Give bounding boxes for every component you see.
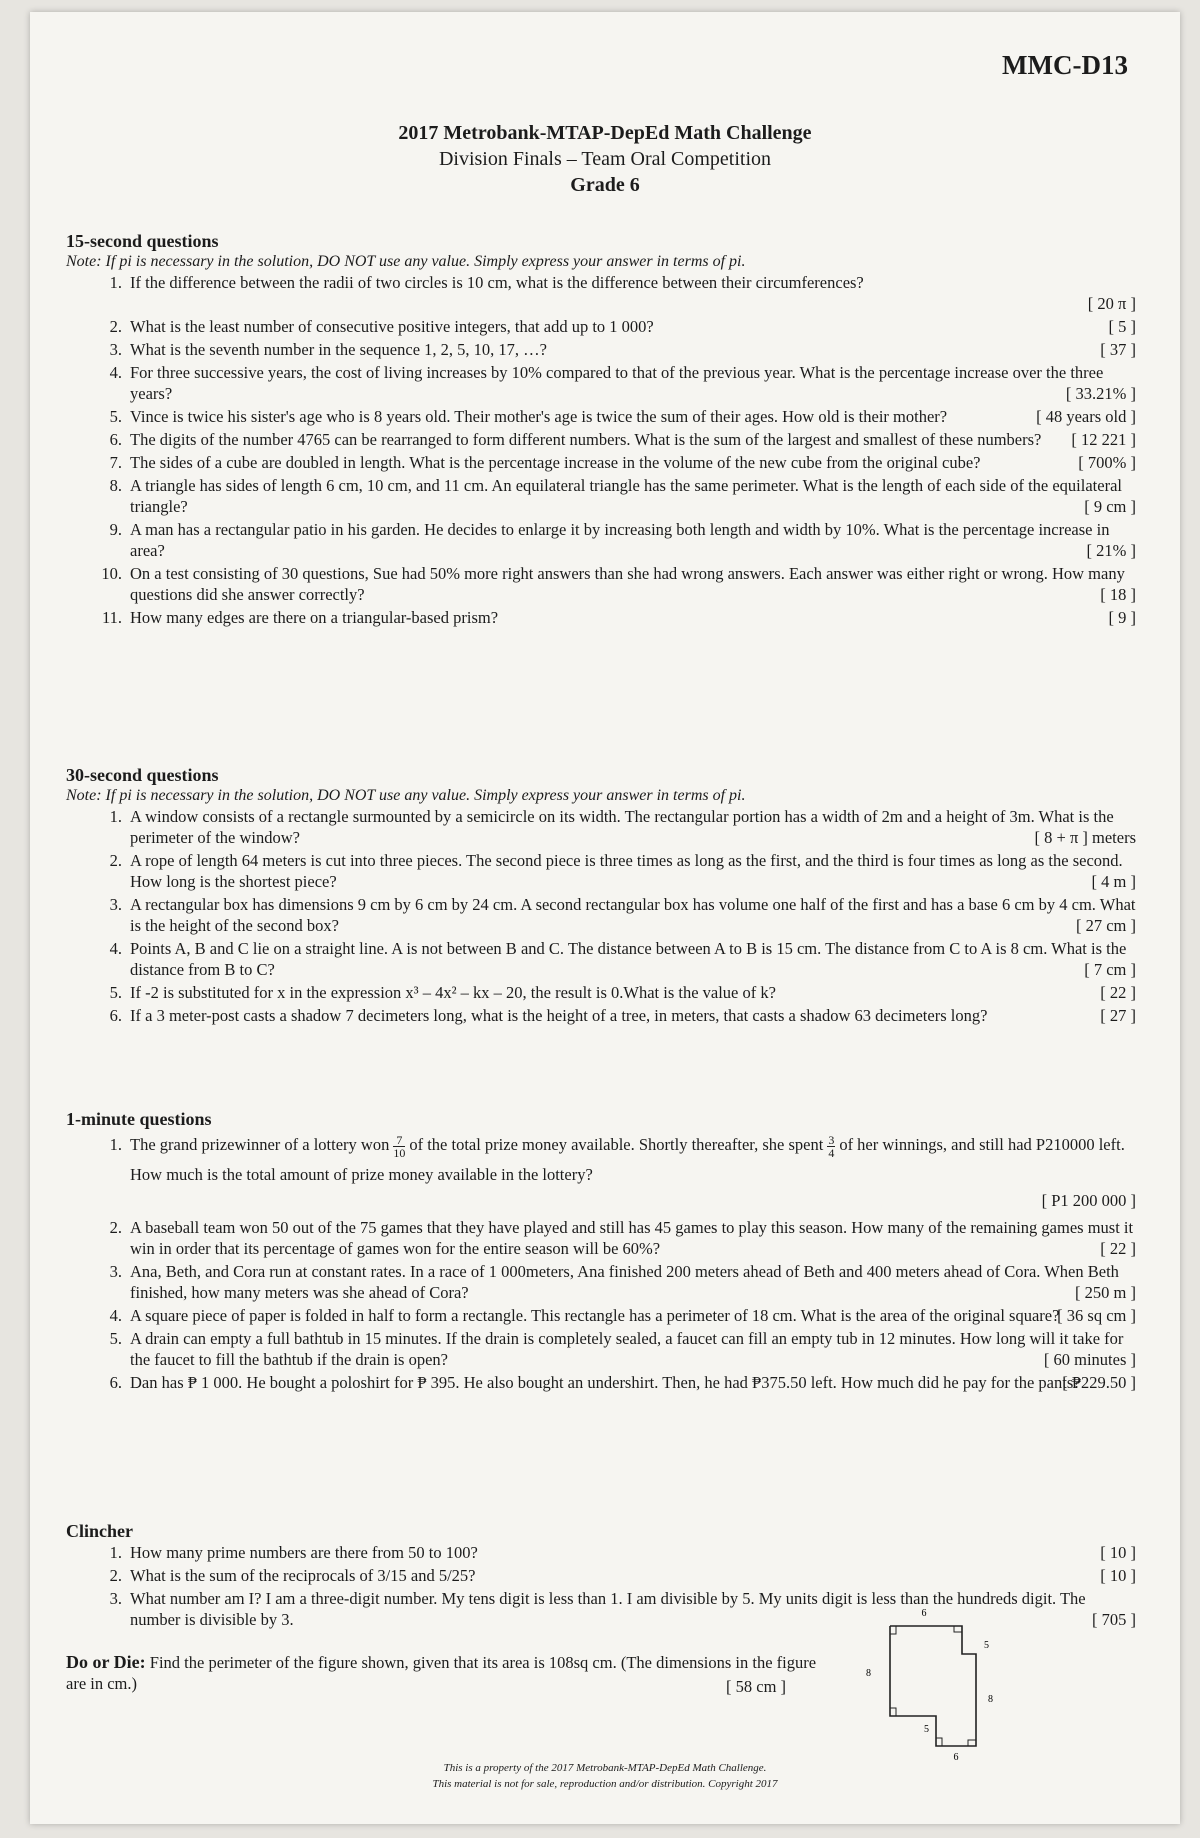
question-answer: [ 10 ] xyxy=(1100,1543,1136,1562)
question-item xyxy=(66,938,1140,980)
right-angle-mark xyxy=(890,1626,896,1634)
question-number: 10. xyxy=(101,564,122,583)
question-answer: [ 7 cm ] xyxy=(1084,960,1136,979)
question-number: 1. xyxy=(109,807,122,826)
question-text: The sides of a cube are doubled in length. What is the percentage increase in the volume of the new cube from the original cube? xyxy=(130,453,981,472)
section-title: Clincher xyxy=(66,1521,133,1541)
do-or-die-label: Do or Die: xyxy=(66,1652,146,1672)
fraction-denominator: 4 xyxy=(828,1145,835,1160)
question-text: A triangle has sides of length 6 cm, 10 cm, and 11 cm. An equilateral triangle has the same perimeter. What is the length of each side of the equilateral triangle? xyxy=(130,476,1122,516)
question-text: A square piece of paper is folded in half to form a rectangle. This rectangle has a perimeter of 18 cm. What is the area of the original square? xyxy=(130,1306,1060,1325)
do-or-die-answer: [ 58 cm ] xyxy=(726,1677,787,1696)
question-item xyxy=(66,1305,1140,1326)
question-number: 2. xyxy=(109,1566,122,1585)
question-item xyxy=(66,607,1140,628)
do-or-die xyxy=(66,1652,826,1694)
question-item xyxy=(66,362,1140,404)
question-answer: [ 18 ] xyxy=(1100,585,1136,604)
question-number: 2. xyxy=(109,317,122,336)
question-item xyxy=(66,429,1140,450)
figure-label-upper-right: 5 xyxy=(984,1640,989,1651)
question-text: What is the least number of consecutive positive integers, that add up to 1 000? xyxy=(130,317,654,336)
footer-line: This material is not for sale, reproduction and/or distribution. Copyright 2017 xyxy=(432,1778,778,1790)
question-text: of the total prize money available. Shortly thereafter, she spent xyxy=(409,1135,824,1154)
right-angle-mark xyxy=(968,1740,976,1746)
fraction xyxy=(827,1134,835,1159)
question-text: A rectangular box has dimensions 9 cm by 6 cm by 24 cm. A second rectangular box has volume one half of the first and has a base 6 cm by 4 cm. What is the height of the second box? xyxy=(130,895,1136,935)
question-item xyxy=(66,850,1140,892)
question-item xyxy=(66,1542,1140,1563)
figure-label-top: 6 xyxy=(921,1608,927,1619)
question-item xyxy=(66,1261,1140,1303)
question-number: 5. xyxy=(109,1329,122,1348)
question-number: 4. xyxy=(109,939,122,958)
question-item xyxy=(66,894,1140,936)
figure-label-left: 8 xyxy=(866,1668,871,1679)
fraction-denominator: 10 xyxy=(393,1145,406,1160)
question-text: Vince is twice his sister's age who is 8 years old. Their mother's age is twice the sum of their ages. How old is their mother? xyxy=(130,407,948,426)
question-text: A rope of length 64 meters is cut into three pieces. The second piece is three times as long as the first, and the third is four times as long as the second. How long is the shortest piece? xyxy=(130,851,1123,891)
question-number: 2. xyxy=(109,1218,122,1237)
question-text: What is the seventh number in the sequence 1, 2, 5, 10, 17, …? xyxy=(130,340,547,359)
question-answer: [ 37 ] xyxy=(1100,340,1136,359)
question-number: 11. xyxy=(101,608,122,627)
figure-label-bottom: 6 xyxy=(953,1752,959,1763)
question-text: What is the sum of the reciprocals of 3/15 and 5/25? xyxy=(130,1566,476,1585)
document-code: MMC-D13 xyxy=(1002,50,1128,80)
section-1-minute xyxy=(66,1108,1140,1395)
question-answer: [ 60 minutes ] xyxy=(1043,1350,1136,1369)
question-number: 6. xyxy=(109,1373,122,1392)
question-text: Points A, B and C lie on a straight line. A is not between B and C. The distance between A to B is 15 cm. The distance from C to A is 8 cm. What is the distance from B to C? xyxy=(130,939,1127,979)
question-text: Ana, Beth, and Cora run at constant rates. In a race of 1 000meters, Ana finished 200 meters ahead of Beth and 400 meters ahead of Cora. When Beth finished, how many meters was she ahead of Cora? xyxy=(130,1262,1119,1302)
question-number: 1. xyxy=(109,273,122,292)
question-text: A window consists of a rectangle surmounted by a semicircle on its width. The rectangular portion has a width of 2m and a height of 3m. What is the perimeter of the window? xyxy=(130,807,1114,847)
question-answer: [ 22 ] xyxy=(1100,1239,1136,1258)
question-number: 1. xyxy=(109,1135,122,1154)
right-angle-mark xyxy=(890,1708,896,1716)
question-answer: [ 700% ] xyxy=(1078,453,1136,472)
question-answer: [ 27 ] xyxy=(1100,1006,1136,1025)
section-15-second xyxy=(66,230,1140,630)
question-number: 6. xyxy=(109,430,122,449)
question-text: of her winnings, and still had P210000 left. How much is the total amount of prize money available in the lottery? xyxy=(130,1135,1125,1184)
document-header xyxy=(30,120,1180,198)
question-item xyxy=(66,475,1140,517)
figure-label-inner: 5 xyxy=(924,1724,929,1735)
question-number: 4. xyxy=(109,1306,122,1325)
question-item xyxy=(66,316,1140,337)
question-number: 5. xyxy=(109,407,122,426)
grade-label: Grade 6 xyxy=(570,174,640,196)
figure-outline xyxy=(890,1626,976,1746)
question-item xyxy=(66,406,1140,427)
question-item xyxy=(66,272,1140,314)
question-answer: [ 21% ] xyxy=(1086,541,1136,560)
question-number: 5. xyxy=(109,983,122,1002)
question-answer: [ 12 221 ] xyxy=(1071,430,1136,449)
question-number: 6. xyxy=(109,1006,122,1025)
question-number: 3. xyxy=(109,340,122,359)
question-number: 7. xyxy=(109,453,122,472)
question-answer: [ 48 years old ] xyxy=(1036,407,1136,426)
question-number: 9. xyxy=(109,520,122,539)
question-answer: [ ₱229.50 ] xyxy=(1062,1373,1136,1392)
fraction xyxy=(393,1134,405,1159)
question-answer: [ 36 sq cm ] xyxy=(1057,1306,1136,1325)
question-number: 8. xyxy=(109,476,122,495)
question-number: 4. xyxy=(109,363,122,382)
question-item xyxy=(66,982,1140,1003)
question-answer: [ 33.21% ] xyxy=(1065,384,1136,403)
question-answer: [ 9 ] xyxy=(1108,608,1136,627)
document-title: 2017 Metrobank-MTAP-DepEd Math Challenge xyxy=(398,122,812,144)
do-or-die-text: Find the perimeter of the figure shown, given that its area is 108sq cm. (The dimensions in the figure are in cm.) xyxy=(66,1653,817,1693)
question-number: 2. xyxy=(109,851,122,870)
right-angle-mark xyxy=(936,1738,942,1746)
question-text: On a test consisting of 30 questions, Sue had 50% more right answers than she had wrong answers. Each answer was either right or wrong. How many questions did she answer correctly? xyxy=(130,564,1125,604)
question-item xyxy=(66,1565,1140,1586)
question-text: The digits of the number 4765 can be rearranged to form different numbers. What is the sum of the largest and smallest of these numbers? xyxy=(130,430,1042,449)
question-text: How many prime numbers are there from 50 to 100? xyxy=(130,1543,478,1562)
question-item xyxy=(66,452,1140,473)
question-item xyxy=(66,1005,1140,1026)
fraction-numerator: 7 xyxy=(393,1134,405,1147)
question-item xyxy=(66,339,1140,360)
section-title: 1-minute questions xyxy=(66,1109,212,1129)
question-text: How many edges are there on a triangular-based prism? xyxy=(130,608,499,627)
question-answer: [ 8 + π ] meters xyxy=(1034,828,1136,847)
question-text: A man has a rectangular patio in his garden. He decides to enlarge it by increasing both length and width by 10%. What is the percentage increase in area? xyxy=(130,520,1110,560)
question-answer: [ 705 ] xyxy=(1092,1610,1136,1629)
section-note: Note: If pi is necessary in the solution, DO NOT use any value. Simply express your answer in terms of pi. xyxy=(66,253,746,270)
question-number: 3. xyxy=(109,895,122,914)
question-text: A drain can empty a full bathtub in 15 minutes. If the drain is completely sealed, a faucet can fill an empty tub in 12 minutes. How long will it take for the faucet to fill the bathtub if the drain is open? xyxy=(130,1329,1124,1369)
question-number: 3. xyxy=(109,1262,122,1281)
question-text: If the difference between the radii of two circles is 10 cm, what is the difference between their circumferences? xyxy=(130,273,864,292)
question-item xyxy=(66,806,1140,848)
document-subtitle: Division Finals – Team Oral Competition xyxy=(438,148,772,170)
question-answer: [ 5 ] xyxy=(1108,317,1136,336)
figure-label-right: 8 xyxy=(988,1694,993,1705)
footer xyxy=(30,1760,1180,1792)
question-text: If a 3 meter-post casts a shadow 7 decimeters long, what is the height of a tree, in meters, that casts a shadow 63 decimeters long? xyxy=(130,1006,988,1025)
question-item xyxy=(66,519,1140,561)
section-title: 30-second questions xyxy=(66,765,219,785)
question-item xyxy=(66,1217,1140,1259)
question-number: 3. xyxy=(109,1589,122,1608)
question-text: The grand prizewinner of a lottery won xyxy=(130,1135,390,1154)
question-answer: [ 22 ] xyxy=(1100,983,1136,1002)
fraction-numerator: 3 xyxy=(828,1132,835,1147)
question-item xyxy=(66,1130,1140,1211)
question-answer: [ P1 200 000 ] xyxy=(1041,1191,1136,1210)
perimeter-figure xyxy=(856,1604,1116,1764)
question-text: Dan has ₱ 1 000. He bought a poloshirt for ₱ 395. He also bought an undershirt. Then, he had ₱375.50 left. How much did he pay for the pants? xyxy=(130,1373,1081,1392)
question-item xyxy=(66,1372,1140,1393)
question-item xyxy=(66,1328,1140,1370)
question-text: A baseball team won 50 out of the 75 games that they have played and still has 45 games to play this season. How many of the remaining games must it win in order that its percentage of games won for the entire season will be 60%? xyxy=(130,1218,1134,1258)
question-answer: [ 250 m ] xyxy=(1075,1283,1136,1302)
question-answer: [ 4 m ] xyxy=(1091,872,1136,891)
question-text: For three successive years, the cost of living increases by 10% compared to that of the previous year. What is the percentage increase over the three years? xyxy=(130,363,1104,403)
section-title: 15-second questions xyxy=(66,231,219,251)
section-30-second xyxy=(66,764,1140,1028)
question-text: What number am I? I am a three-digit number. My tens digit is less than 1. I am divisible by 5. My units digit is less than the hundreds digit. The number is divisible by 3. xyxy=(130,1589,1086,1629)
footer-line: This is a property of the 2017 Metrobank-MTAP-DepEd Math Challenge. xyxy=(443,1762,767,1774)
question-answer: [ 20 π ] xyxy=(1087,294,1136,313)
question-answer: [ 9 cm ] xyxy=(1084,497,1136,516)
question-text: If -2 is substituted for x in the expression x³ – 4x² – kx – 20, the result is 0.What is the value of k? xyxy=(130,983,776,1002)
document-page xyxy=(30,12,1180,1824)
question-item xyxy=(66,563,1140,605)
question-number: 1. xyxy=(109,1543,122,1562)
right-angle-mark xyxy=(954,1626,962,1632)
question-answer: [ 10 ] xyxy=(1100,1566,1136,1585)
question-answer: [ 27 cm ] xyxy=(1075,916,1136,935)
section-note: Note: If pi is necessary in the solution, DO NOT use any value. Simply express your answer in terms of pi. xyxy=(66,787,746,804)
